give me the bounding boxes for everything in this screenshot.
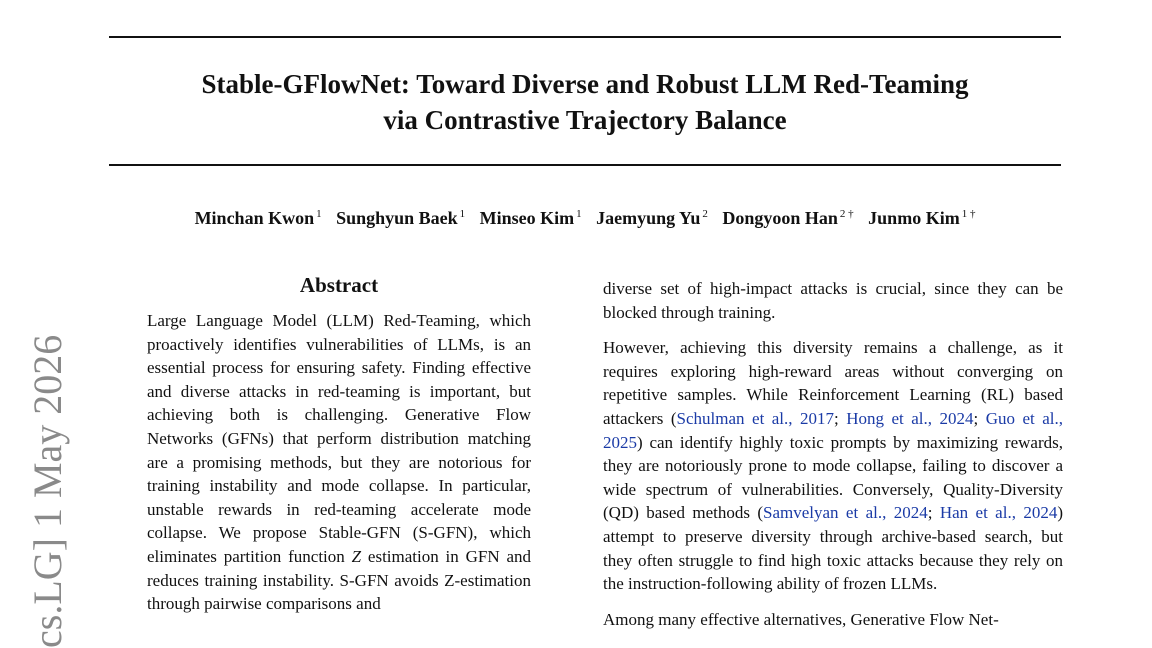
author-name: Sunghyun Baek [336, 208, 458, 228]
author [722, 208, 853, 228]
paper-title-line-2: via Contrastive Trajectory Balance [383, 105, 787, 135]
citation-separator: ; [973, 408, 986, 428]
intro-paragraph-1: diverse set of high-impact attacks is crucial, since they can be blocked through training. [603, 279, 1063, 322]
citation-link[interactable]: Guo et al., 2025 [603, 408, 1063, 452]
author [868, 208, 975, 228]
citation-separator: ; [834, 408, 847, 428]
arxiv-identifier-stamp: cs.LG] 1 May 2026 [25, 334, 70, 648]
author-affiliation: 1 [576, 208, 582, 220]
math-symbol-z: Z [351, 546, 362, 566]
author-name: Minchan Kwon [194, 208, 315, 228]
citation-separator: ; [927, 503, 940, 523]
abstract-heading: Abstract [299, 273, 379, 297]
author-affiliation: 2 † [839, 208, 854, 220]
abstract-text-continued: estimation in GFN and reduces training instability. S-GFN avoids Z-estimation through pairwise comparisons and [147, 546, 531, 614]
abstract-text: Large Language Model (LLM) Red-Teaming, which proactively identifies vulnerabilities of LLMs, is an essential process for ensuring safety. Finding effective and diverse attacks in red-teaming is important, but achieving both is challenging. Generative Flow Networks (GFNs) that perform distribution matching are a promising methods, but they are notorious for training instability and mode collapse. In particular, unstable rewards in red-teaming accelerate mode collapse. We propose Stable-GFN (S-GFN), which eliminates partition function [147, 311, 531, 566]
author [336, 208, 465, 228]
author [195, 208, 322, 228]
citation-link[interactable]: Schulman et al., 2017 [676, 408, 835, 428]
paper-title [109, 66, 1061, 138]
paragraph-text: However, achieving this diversity remains a challenge, as it requires exploring high-reward areas without converging on repetitive samples. While Reinforcement Learning (RL) based attackers ( [603, 338, 1063, 428]
author-name: Dongyoon Han [722, 208, 838, 228]
author-affiliation: 1 [316, 208, 322, 220]
author-name: Minseo Kim [479, 208, 575, 228]
paper-title-line-1: Stable-GFlowNet: Toward Diverse and Robust LLM Red-Teaming [201, 69, 969, 99]
title-bottom-rule [109, 164, 1061, 166]
paragraph-text: ) attempt to preserve diversity through archive-based search, but they often struggle to find high toxic attacks because they rely on the instruction-following ability of frozen LLMs. [603, 503, 1063, 594]
author-name: Junmo Kim [868, 208, 960, 228]
author-list [109, 208, 1061, 229]
intro-paragraph-2 [603, 336, 1063, 596]
author [596, 208, 708, 228]
citation-link[interactable]: Han et al., 2024 [939, 503, 1058, 523]
paragraph-text: ) can identify highly toxic prompts by maximizing rewards, they are notoriously prone to mode collapse, failing to discover a wide spectrum of vulnerabilities. Conversely, Quality-Diversity (QD) based methods ( [603, 432, 1063, 523]
author-name: Jaemyung Yu [596, 208, 701, 228]
left-column [147, 272, 531, 616]
author-affiliation: 1 † [961, 208, 976, 220]
title-top-rule [109, 36, 1061, 38]
author-affiliation: 1 [459, 208, 466, 220]
author-affiliation: 2 [702, 208, 708, 220]
right-column [603, 277, 1063, 631]
citation-link[interactable]: Hong et al., 2024 [846, 408, 974, 428]
abstract-paragraph [147, 309, 531, 616]
author [480, 208, 582, 228]
intro-paragraph-3: Among many effective alternatives, Generative Flow Net- [603, 609, 999, 629]
citation-link[interactable]: Samvelyan et al., 2024 [763, 503, 928, 523]
